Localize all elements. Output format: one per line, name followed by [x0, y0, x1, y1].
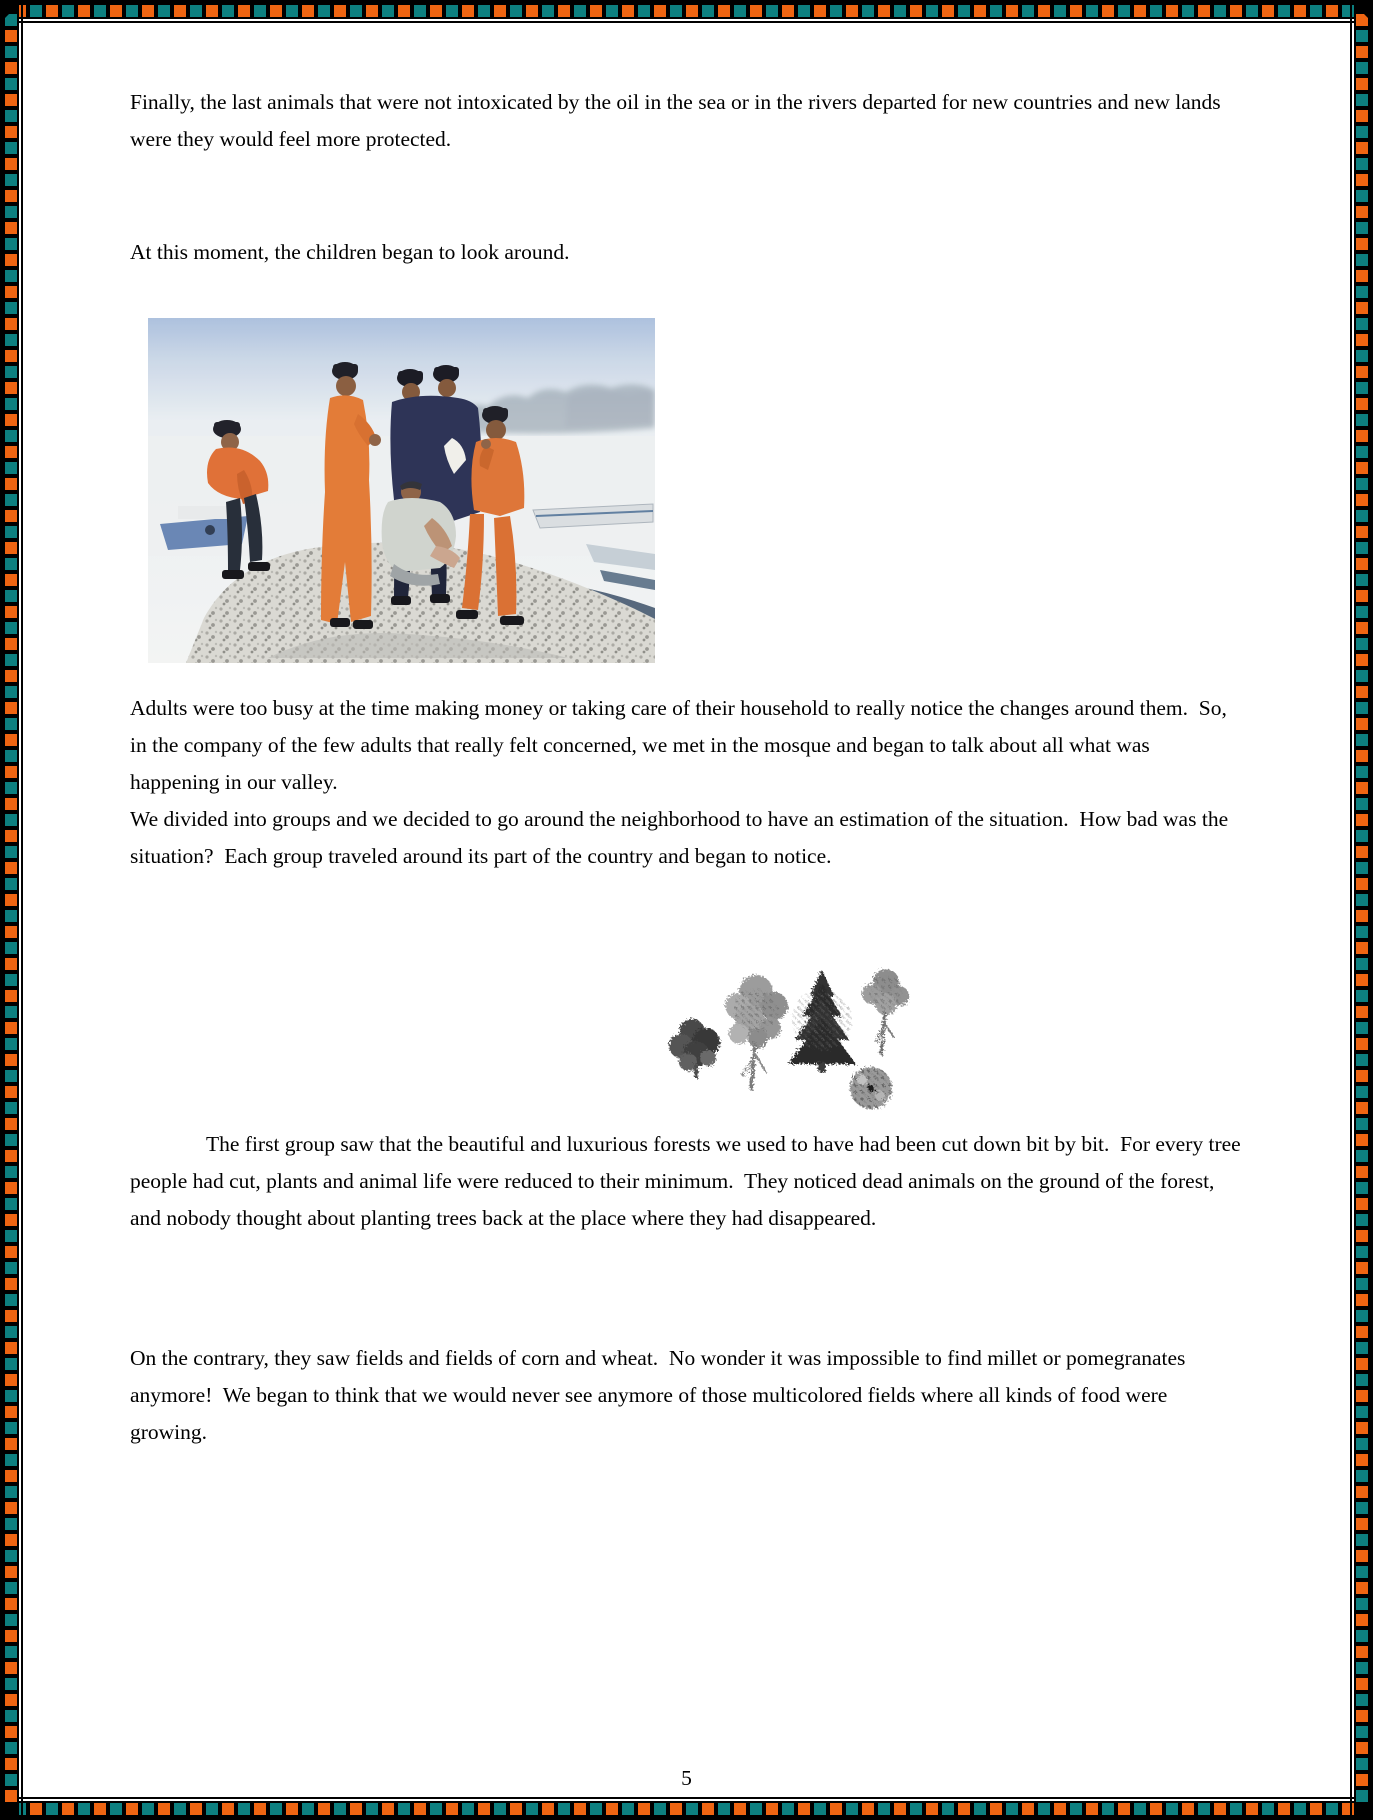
paragraph-animals-departed: Finally, the last animals that were not intoxicated by the oil in the sea or in the rivers departed for new countries and new lands were they would feel more protected.: [130, 90, 1226, 151]
tree-bushy-icon: [669, 1019, 720, 1078]
paragraph-children-look-around: At this moment, the children began to look around.: [130, 240, 570, 264]
paragraph-divided-groups: We divided into groups and we decided to go around the neighborhood to have an estimation of the situation. How bad was the situation? Each group traveled around its part of the country and began to notice.: [130, 807, 1234, 868]
tree-birch-icon: [725, 975, 788, 1090]
trees-clipart: [650, 950, 930, 1130]
paragraph-first-group-forests: The first group saw that the beautiful and luxurious forests we used to have had been cut down bit by bit. For every tree people had cut, plants and animal life were reduced to their minimum. They noticed dead animals on the ground of the forest, and nobody thought about planting trees back at the place where they had disappeared.: [130, 1132, 1247, 1230]
page-border-bottom: [0, 1796, 1373, 1820]
paragraph-adults-busy: Adults were too busy at the time making money or taking care of their household to really notice the changes around them. So, in the company of the few adults that really felt concerned, we met in the mosque and began to talk about all what was happening in our valley.: [130, 696, 1233, 794]
page-border-right: [1349, 0, 1373, 1820]
paragraph-fields-corn-wheat: On the contrary, they saw fields and fields of corn and wheat. No wonder it was impossible to find millet or pomegranates anymore! We began to think that we would never see anymore of those multicolored fields where all kinds of food were growing.: [130, 1346, 1191, 1444]
tree-conifer-icon: [788, 970, 856, 1072]
tree-topview-icon: [850, 1067, 892, 1109]
page-border-left: [0, 0, 24, 1820]
page-border-top: [0, 0, 1373, 24]
page-number: 5: [681, 1766, 692, 1790]
tree-sparse-icon: [862, 969, 909, 1056]
paragraph-block-adults-groups: [130, 589, 1244, 875]
